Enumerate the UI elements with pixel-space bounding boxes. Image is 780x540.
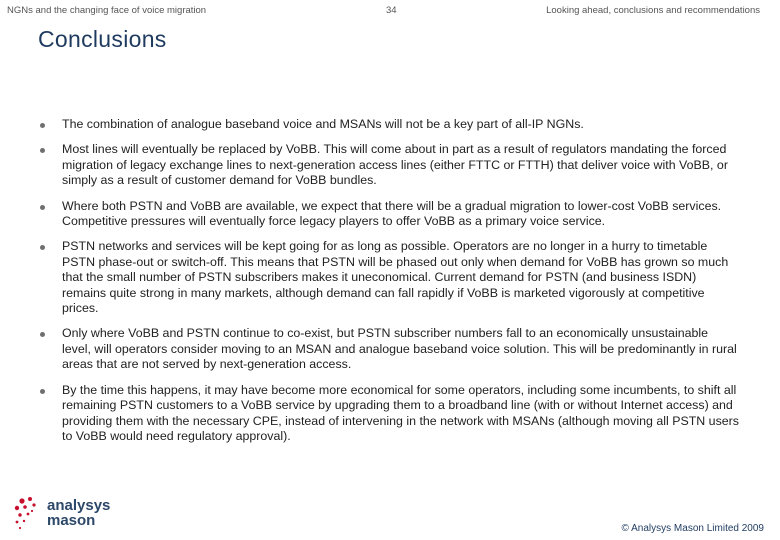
conclusions-list — [0, 117, 780, 454]
analysys-mason-logo — [14, 495, 134, 531]
list-item-text: By the time this happens, it may have become more economical for some operators, including some incumbents, to shift all remaining PSTN customers to a VoBB service by upgrading them to a broadband line (with or without Internet access) and providing them with the necessary CPE, instead of intervening in the network with MSANs (although moving all PSTN users to VoBB would need regulatory approval). — [62, 382, 739, 443]
list-item — [0, 383, 780, 445]
logo-text-mason: mason — [47, 512, 96, 529]
list-item — [0, 326, 780, 372]
list-item-text: Most lines will eventually be replaced by VoBB. This will come about in part as a result of regulators mandating the forced migration of legacy exchange lines to next-generation access lines (either FTTC or FTTH) that deliver voice with VoBB, or simply as a result of customer demand for VoBB bundles. — [62, 142, 728, 188]
list-item-text: PSTN networks and services will be kept going for as long as possible. Operators are no longer in a hurry to timetable PSTN phase-out or switch-off. This means that PSTN will be phased out only when demand for VoBB has grown so much that the small number of PSTN subscribers makes it uneconomical. Current demand for PSTN (and business ISDN) remains quite strong in many markets, although demand can fall rapidly if VoBB is marketed vigorously at competitive prices. — [62, 239, 729, 316]
list-item-text: The combination of analogue baseband voice and MSANs will not be a key part of all-IP NGNs. — [62, 117, 584, 131]
copyright-notice: © Analysys Mason Limited 2009 — [621, 523, 764, 534]
bullet-icon — [40, 148, 45, 153]
bullet-icon — [40, 332, 45, 337]
list-item — [0, 142, 780, 188]
bullet-icon — [40, 389, 45, 394]
header-page-number: 34 — [386, 5, 397, 16]
logo-text-analysys: analysys — [47, 497, 111, 514]
logo-dots-icon — [14, 495, 44, 531]
header-section-title: Looking ahead, conclusions and recommendations — [546, 5, 760, 16]
bullet-icon — [40, 123, 45, 128]
list-item-text: Only where VoBB and PSTN continue to co-exist, but PSTN subscriber numbers fall to an economically unsustainable level, will operators consider moving to an MSAN and analogue baseband voice solution. This will be predominantly in rural areas that are not served by next-generation access. — [62, 326, 737, 372]
list-item — [0, 117, 780, 132]
list-item — [0, 239, 780, 316]
bullet-icon — [40, 245, 45, 250]
header-document-title: NGNs and the changing face of voice migration — [7, 5, 207, 16]
list-item-text: Where both PSTN and VoBB are available, we expect that there will be a gradual migration to lower-cost VoBB services. Competitive pressures will eventually force legacy players to offer VoBB as a primary voice service. — [62, 198, 722, 229]
list-item — [0, 199, 780, 230]
bullet-icon — [40, 205, 45, 210]
page-title: Conclusions — [38, 26, 167, 52]
